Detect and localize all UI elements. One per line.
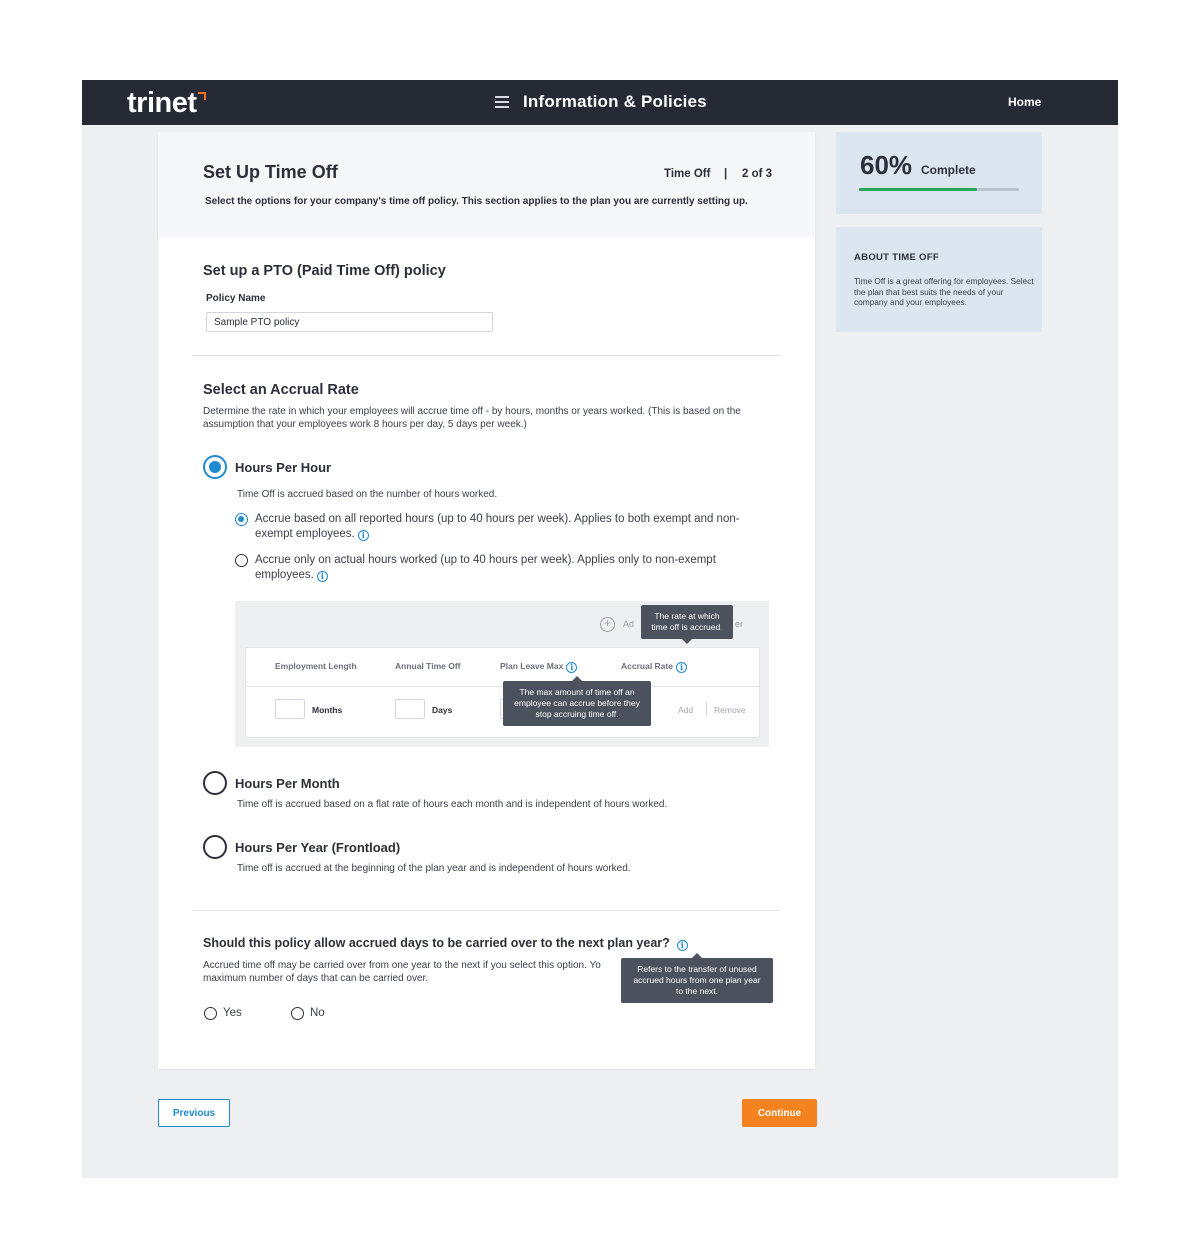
col-accrual-rate (621, 661, 687, 673)
progress-label: Complete (921, 163, 976, 177)
about-text: Time Off is a great offering for employees. Select the plan that best suits the needs of your company and your employees. (854, 276, 1034, 307)
policy-name-input[interactable] (206, 312, 493, 332)
continue-button[interactable]: Continue (742, 1099, 817, 1127)
accrue-actual-hours-radio[interactable] (235, 554, 248, 567)
accrue-actual-hours-option[interactable] (255, 553, 775, 583)
pto-section-title: Set up a PTO (Paid Time Off) policy (203, 263, 446, 279)
hours-per-month-description: Time off is accrued based on a flat rate of hours each month and is independent of hours worked. (237, 799, 668, 810)
info-icon[interactable]: i (566, 662, 577, 673)
accrual-table-panel (235, 601, 769, 747)
main-card (158, 132, 815, 1069)
page-description: Select the options for your company's time off policy. This section applies to the plan you are currently setting up. (205, 196, 748, 207)
progress-bar-fill (859, 188, 977, 191)
progress-panel (836, 132, 1042, 214)
accrual-rate-tooltip: The rate at which time off is accrued. (641, 605, 733, 639)
unit-days: Days (432, 705, 453, 715)
hours-per-hour-title[interactable]: Hours Per Hour (235, 460, 332, 475)
accrue-all-reported-label: Accrue based on all reported hours (up to 40 hours per week). Applies to both exempt and non-exempt employees. (255, 513, 740, 540)
add-tier-link-fragment[interactable]: Ad (623, 619, 635, 629)
col-plan-leave-max-label: Plan Leave Max (500, 661, 564, 671)
annual-time-off-input[interactable] (395, 699, 425, 719)
hours-per-year-radio[interactable] (203, 835, 227, 859)
previous-button[interactable]: Previous (158, 1099, 230, 1127)
progress-bar (859, 188, 1019, 191)
trinet-logo[interactable]: trinet (127, 87, 197, 119)
carryover-description-line1: Accrued time off may be carried over from one year to the next if you select this option. Yo (203, 960, 601, 971)
col-accrual-rate-label: Accrual Rate (621, 661, 673, 671)
employment-length-input[interactable] (275, 699, 305, 719)
app-frame (82, 80, 1118, 1178)
accrual-section-title: Select an Accrual Rate (203, 382, 359, 398)
accrue-actual-hours-label: Accrue only on actual hours worked (up to 40 hours per week). Applies only to non-exempt employees. (255, 554, 716, 581)
hours-per-hour-radio[interactable] (203, 455, 227, 479)
col-plan-leave-max (500, 661, 577, 673)
top-navigation-bar (82, 80, 1118, 125)
hours-per-year-title[interactable]: Hours Per Year (Frontload) (235, 840, 401, 855)
remove-row-link[interactable]: Remove (714, 705, 746, 715)
add-tier-link-fragment-end[interactable]: er (735, 619, 744, 629)
accrue-all-reported-option[interactable] (255, 512, 775, 542)
hours-per-month-radio[interactable] (203, 771, 227, 795)
col-employment-length: Employment Length (275, 661, 357, 671)
step-count: 2 of 3 (742, 168, 773, 180)
accrue-all-reported-radio[interactable] (235, 513, 248, 526)
carryover-no-radio[interactable] (291, 1007, 304, 1020)
page-title: Set Up Time Off (203, 162, 338, 182)
add-row-link[interactable]: Add (678, 705, 694, 715)
info-icon[interactable]: i (317, 571, 328, 582)
carryover-tooltip: Refers to the transfer of unused accrued hours from one plan year to the next. (621, 958, 773, 1003)
carryover-question-label: Should this policy allow accrued days to be carried over to the next plan year? (203, 936, 670, 950)
carryover-yes-label[interactable]: Yes (223, 1007, 242, 1019)
accrual-description: Determine the rate in which your employees will accrue time off - by hours, months or years worked. (This is based on the assumption that your employees work 8 hours per day, 5 days per week.) (203, 406, 741, 430)
card-header (158, 132, 815, 237)
logo-mark-icon (198, 92, 206, 100)
info-icon[interactable]: i (677, 940, 688, 951)
add-circle-icon[interactable]: + (600, 617, 615, 632)
carryover-question (203, 936, 688, 951)
menu-icon[interactable] (495, 96, 509, 108)
carryover-no-label[interactable]: No (310, 1007, 325, 1019)
step-separator: | (724, 168, 728, 180)
policy-name-label: Policy Name (206, 293, 266, 304)
carryover-description-line2: maximum number of days that can be carried over. (203, 973, 429, 984)
info-icon[interactable]: i (358, 530, 369, 541)
plan-leave-max-tooltip: The max amount of time off an employee can accrue before they stop accruing time off. (503, 681, 651, 726)
divider (192, 910, 781, 911)
divider (192, 355, 781, 356)
unit-months: Months (312, 705, 343, 715)
hours-per-year-description: Time off is accrued at the beginning of the plan year and is independent of hours worked. (237, 863, 631, 874)
carryover-yes-radio[interactable] (204, 1007, 217, 1020)
col-annual-time-off: Annual Time Off (395, 661, 461, 671)
progress-percent: 60% (860, 150, 913, 180)
action-separator (706, 702, 707, 716)
home-link[interactable]: Home (1008, 95, 1042, 109)
hours-per-month-title[interactable]: Hours Per Month (235, 776, 340, 791)
hours-per-hour-description: Time Off is accrued based on the number of hours worked. (237, 489, 498, 500)
about-title: ABOUT TIME OFF (854, 252, 939, 263)
nav-title[interactable]: Information & Policies (523, 92, 707, 111)
info-icon[interactable]: i (676, 662, 687, 673)
about-time-off-panel (836, 227, 1042, 332)
step-name: Time Off (664, 168, 711, 180)
